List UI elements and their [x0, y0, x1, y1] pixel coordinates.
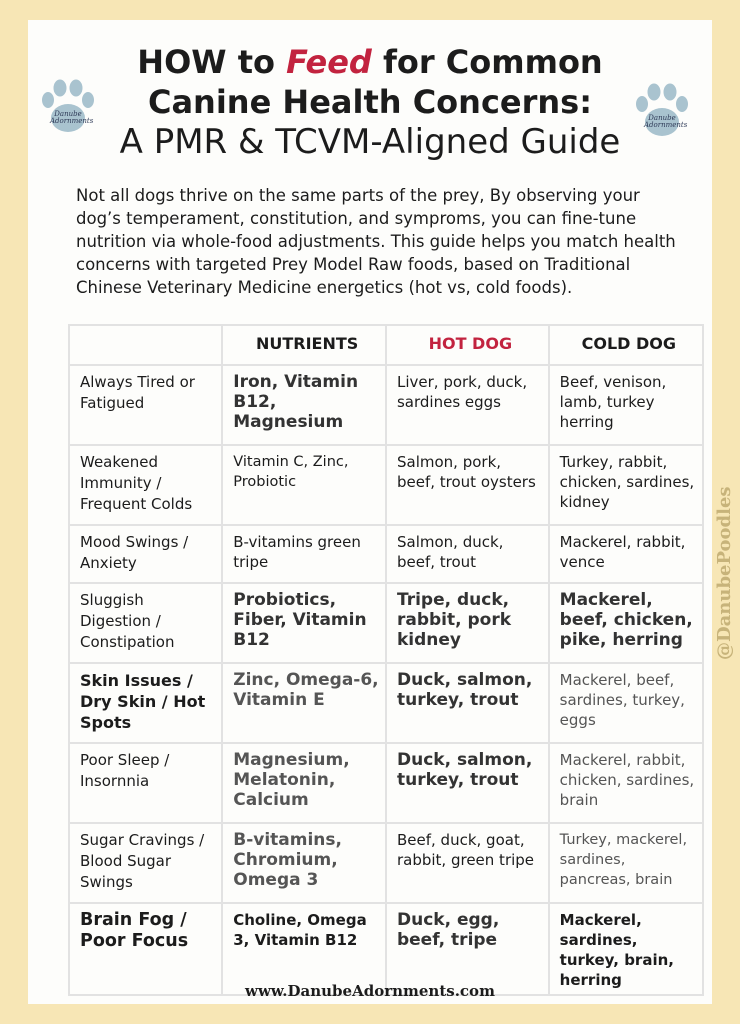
- header-cold-dog: COLD DOG: [549, 325, 703, 365]
- nutrients-cell: Vitamin C, Zinc, Probiotic: [222, 445, 386, 525]
- title-line-1: [28, 42, 712, 82]
- nutrients-cell: Iron, Vitamin B12, Magnesium: [222, 365, 386, 445]
- nutrients-cell: Choline, Omega 3, Vitamin B12: [222, 903, 386, 995]
- cold-dog-cell: Mackerel, rabbit, vence: [549, 525, 703, 583]
- concern-cell: Sluggish Digestion / Constipation: [69, 583, 222, 663]
- nutrients-cell: B-vitamins green tripe: [222, 525, 386, 583]
- hot-dog-cell: Salmon, pork, beef, trout oysters: [386, 445, 549, 525]
- table-row: [69, 525, 703, 583]
- cold-dog-cell: Turkey, rabbit, chicken, sardines, kidney: [549, 445, 703, 525]
- table-row: [69, 743, 703, 823]
- cold-dog-cell: Mackerel, sardines, turkey, brain, herring: [549, 903, 703, 995]
- table-row: [69, 365, 703, 445]
- nutrients-cell: B-vitamins, Chromium, Omega 3: [222, 823, 386, 903]
- intro-paragraph: Not all dogs thrive on the same parts of the prey, By observing your dog’s temperament, constitution, and symproms, you can fine-tune nutrition via whole-food adjustments. This guide helps you match health concerns with targeted Prey Model Raw foods, based on Traditional Chinese Veterinary Medicine energetics (hot vs, cold foods).: [76, 186, 676, 297]
- concern-cell: Brain Fog / Poor Focus: [69, 903, 222, 995]
- header-hot-dog: HOT DOG: [386, 325, 549, 365]
- title-line-2: Canine Health Concerns:: [147, 83, 593, 121]
- cold-dog-cell: Mackerel, beef, chicken, pike, herring: [549, 583, 703, 663]
- cold-dog-cell: Turkey, mackerel, sardines, pancreas, brain: [549, 823, 703, 903]
- concern-cell: Sugar Cravings / Blood Sugar Swings: [69, 823, 222, 903]
- concern-cell: Weakened Immunity / Frequent Colds: [69, 445, 222, 525]
- hot-dog-cell: Duck, egg, beef, tripe: [386, 903, 549, 995]
- paw-logo-text: Danube Adornments: [50, 110, 94, 125]
- title-line-1-end: for Common: [371, 43, 603, 81]
- cold-dog-cell: Mackerel, beef, sardines, turkey, eggs: [549, 663, 703, 743]
- concern-cell: Mood Swings / Anxiety: [69, 525, 222, 583]
- hot-dog-cell: Duck, salmon, turkey, trout: [386, 663, 549, 743]
- hot-dog-cell: Tripe, duck, rabbit, pork kidney: [386, 583, 549, 663]
- header-concern: [69, 325, 222, 365]
- title-line-3: A PMR & TCVM-Aligned Guide: [119, 122, 621, 162]
- nutrients-cell: Probiotics, Fiber, Vitamin B12: [222, 583, 386, 663]
- nutrients-cell: Zinc, Omega-6, Vitamin E: [222, 663, 386, 743]
- title-line-1-start: HOW to: [137, 43, 287, 81]
- concern-cell: Poor Sleep / Insornnia: [69, 743, 222, 823]
- table-row: [69, 823, 703, 903]
- concern-cell: Always Tired or Fatigued: [69, 365, 222, 445]
- table-row: [69, 663, 703, 743]
- nutrients-cell: Magnesium, Melatonin, Calcium: [222, 743, 386, 823]
- table-header-row: [69, 325, 703, 365]
- header-nutrients: NUTRIENTS: [222, 325, 386, 365]
- concern-cell: Skin Issues / Dry Skin / Hot Spots: [69, 663, 222, 743]
- cold-dog-cell: Mackerel, rabbit, chicken, sardines, brain: [549, 743, 703, 823]
- hot-dog-cell: Beef, duck, goat, rabbit, green tripe: [386, 823, 549, 903]
- table-row: [69, 583, 703, 663]
- footer-website: www.DanubeAdornments.com: [245, 982, 495, 1000]
- hot-dog-cell: Duck, salmon, turkey, trout: [386, 743, 549, 823]
- guide-card: [28, 20, 735, 1004]
- title-feed-word: Feed: [286, 43, 372, 81]
- hot-dog-cell: Salmon, duck, beef, trout: [386, 525, 549, 583]
- watermark-text: @DanubePoodles: [714, 486, 735, 660]
- feeding-guide-table: [68, 324, 704, 996]
- hot-dog-cell: Liver, pork, duck, sardines eggs: [386, 365, 549, 445]
- paw-logo-text: Danube Adornments: [644, 114, 688, 129]
- cold-dog-cell: Beef, venison, lamb, turkey herring: [549, 365, 703, 445]
- table-row: [69, 445, 703, 525]
- page-title: [28, 42, 712, 162]
